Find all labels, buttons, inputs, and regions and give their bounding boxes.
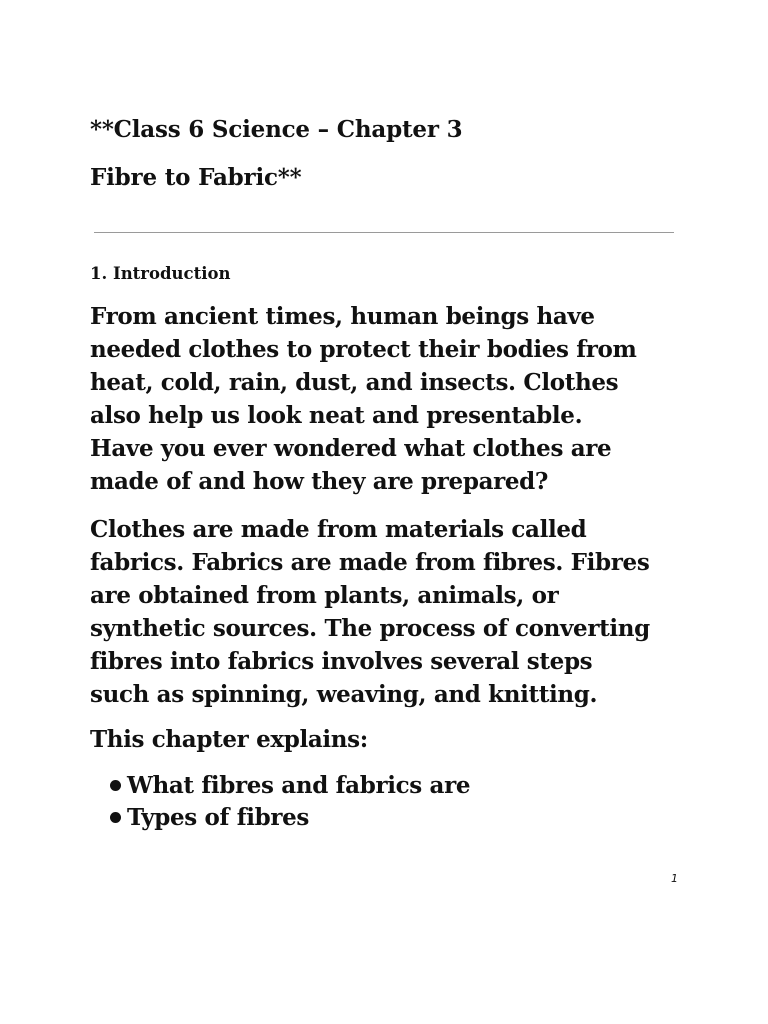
paragraph-line: From ancient times, human beings have [90, 303, 595, 330]
paragraph-line: such as spinning, weaving, and knitting. [90, 681, 598, 708]
page-number: 1 [671, 872, 678, 885]
paragraph-line: Clothes are made from materials called [90, 516, 587, 543]
bullet-list [110, 770, 470, 834]
list-item-text: What fibres and fabrics are [127, 772, 471, 799]
list-item-text: Types of fibres [127, 804, 310, 831]
intro-paragraph-1 [90, 300, 690, 498]
list-item [110, 802, 470, 834]
paragraph-line: needed clothes to protect their bodies from [90, 336, 637, 363]
horizontal-divider [94, 232, 674, 233]
paragraph-line: Have you ever wondered what clothes are [90, 435, 612, 462]
section-heading: 1. Introduction [90, 264, 231, 283]
list-item [110, 770, 470, 802]
paragraph-line: fibres into fabrics involves several steps [90, 648, 593, 675]
paragraph-line: fabrics. Fabrics are made from fibres. Fibres [90, 549, 650, 576]
paragraph-line: also help us look neat and presentable. [90, 402, 583, 429]
paragraph-line: made of and how they are prepared? [90, 468, 549, 495]
paragraph-line: synthetic sources. The process of converting [90, 615, 650, 642]
intro-paragraph-3: This chapter explains: [90, 726, 368, 753]
paragraph-line: are obtained from plants, animals, or [90, 582, 559, 609]
chapter-title-line-1: **Class 6 Science – Chapter 3 [90, 116, 463, 143]
bullet-icon [110, 812, 121, 823]
bullet-icon [110, 780, 121, 791]
chapter-title-line-2: Fibre to Fabric** [90, 164, 302, 191]
paragraph-line: heat, cold, rain, dust, and insects. Clothes [90, 369, 619, 396]
intro-paragraph-2 [90, 513, 690, 711]
